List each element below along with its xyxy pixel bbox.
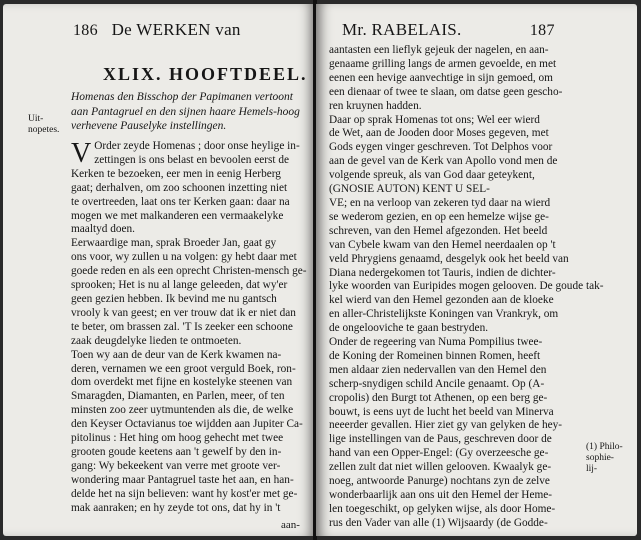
text-line: gaat; derhalven, om zoo schoonen inzetting niet — [71, 181, 288, 194]
text-line: wonderbaarlijk aan ons uit den Hemel der Heme- — [329, 489, 553, 501]
text-line: grooten goude keetens aan 't gewelf by den in- — [71, 445, 282, 458]
left-margin-note: Uit- nopetes. — [28, 114, 60, 135]
left-body-text — [71, 140, 307, 515]
text-line: cropolis) den Burgt tot Athenen, op een berg ge- — [329, 391, 548, 404]
text-line: zaak deugdelyke lieden te ontmoeten. — [71, 334, 242, 347]
text-line: aan de gevel van de Kerk van Apollo vond men de — [329, 155, 558, 168]
text-line: ren kruynen hadden. — [329, 99, 422, 112]
right-page — [316, 4, 637, 536]
text-line: se wederom gezien, en op een hemelze wijse ge- — [329, 210, 549, 223]
text-line: de ongelooviche te gaan bestryden. — [329, 322, 489, 335]
text-line: vrooly k van geest; en ver trouw dat ik er niet dan — [71, 306, 296, 319]
left-running-head — [73, 20, 241, 40]
text-line: pitolinus : Het hing om hoog gehecht met twee — [71, 432, 284, 445]
text-line: mak aanraken; en hy zeyde tot ons, dat hy in 't — [71, 501, 281, 514]
text-line: mogen we met malkanderen een vermaakelyke — [71, 209, 284, 222]
text-line: maaltyd doen. — [71, 223, 135, 236]
text-line: te overtreeden, laat ons ter Kerken gaan: daar na — [71, 195, 290, 208]
text-line: een dienaar of twee te slaan, om datse geen gescho- — [329, 85, 563, 98]
text-line: minsten zoo zeer uytmuntenden als die, de welke — [71, 404, 294, 417]
catchword: aan- — [281, 519, 300, 531]
text-line: den Keyser Octavianus toe wijdden aan Jupiter Ca- — [71, 418, 303, 431]
chapter-title: XLIX. HOOFTDEEL. — [103, 64, 308, 84]
text-line: Daar op sprak Homenas tot ons; Wel eer wierd — [329, 113, 540, 126]
text-line: goede reden en als een oprecht Christen-mensch ge- — [71, 265, 307, 278]
text-line: deren, vernamen we een groot verguld Boek, ron- — [71, 362, 296, 375]
text-line: (GNOSIE AUTON) KENT U SEL- — [329, 183, 490, 196]
text-line: lige instellingen van de Paus, geschreven door de — [329, 433, 552, 446]
chapter-summary: Homenas den Bisschop der Papimanen vertoont aan Pantagruel en den sijnen haare Hemels-hoog verhevene Pauselyke instellingen. — [71, 91, 300, 132]
right-page-number: 187 — [529, 22, 555, 39]
text-line: ons voor, wy zullen u na volgen: gy hebt daar met — [71, 251, 297, 264]
text-line: schreven, van den Hemel afgezonden. Het beeld — [329, 224, 548, 237]
text-line: veld Phrygiens genaamd, desgelyk ook het beeld van — [329, 252, 569, 265]
text-line: Order zeyde Homenas ; door onse heylige in- — [94, 140, 300, 152]
text-line: dom overdekt met fijne en kostelyke steenen van — [71, 376, 293, 389]
text-line: len toegeschikt, op gelyken wijse, als door Home- — [329, 502, 556, 515]
text-line: noeg, antwoorde Panurge) nochtans zyn de zelve — [329, 475, 550, 488]
right-running-head — [342, 20, 555, 40]
text-line: Smaragden, Diamanten, en Parlen, meer, of ten — [71, 390, 285, 403]
text-line: de Koning der Romeinen binnen Romen, heeft — [329, 349, 541, 362]
text-line: genaame grilling langs de armen gevoelde, en met — [329, 57, 557, 70]
text-line: Diana nedergekomen tot Tauris, indien de dichter- — [329, 266, 556, 279]
text-line: Kerken te bezoeken, eer men in eenig Herberg — [71, 167, 281, 180]
text-line: zettingen is ons belast en bevoolen eerst de — [94, 153, 290, 166]
text-line: men aldaar zien nedervallen van den Hemel den — [329, 363, 547, 376]
text-line: hand van een Opper-Engel: (Gy overzeesche ge- — [329, 447, 549, 460]
text-line: rus den Vader van alle (1) Wijsaardy (de Godde- — [329, 516, 548, 529]
left-page-number: 186 — [73, 22, 98, 39]
text-line: geen gezien hebben. Ik bevind me nu gantsch — [71, 292, 277, 305]
left-header-title: De WERKEN van — [111, 20, 241, 39]
text-line: van Cybele kwam van den Hemel neerdaalen op 't — [329, 238, 556, 251]
right-margin-note: (1) Philo- sophie- lij- — [586, 442, 623, 474]
text-line: de Wet, aan de Jooden door Moses gegeven, met — [329, 127, 549, 140]
text-line: Eerwaardige man, sprak Broeder Jan, gaat gy — [71, 237, 277, 250]
text-line: Toen wy aan de deur van de Kerk kwamen na- — [71, 348, 282, 361]
text-line: VE; en na verloop van zekeren tyd daar na wierd — [329, 196, 551, 209]
text-line: sprooken; Het is nu al lange geleeden, dat wy'er — [71, 279, 288, 292]
right-body-text — [329, 44, 611, 531]
right-header-title: Mr. RABELAIS. — [342, 20, 462, 39]
text-line: lyke woorden van Euripides mogen gelooven. De goude tak- — [329, 280, 604, 293]
text-line: zellen zult dat niet willen gelooven. Kwaalyk ge- — [329, 461, 552, 474]
text-line: Onder de regeering van Numa Pompilius twee- — [329, 336, 543, 349]
text-line: delde het na sijn believen: want hy kost'er met ge- — [71, 487, 298, 500]
drop-cap: V — [71, 138, 92, 169]
text-line: volgende spreuk, als van God daar geteykent, — [329, 169, 535, 182]
left-page — [3, 4, 315, 536]
text-line: en aller-Christelijkste Koningen van Vrankryk, om — [329, 308, 559, 321]
text-line: eenen een hevige aanvechtige in sijn gemoed, om — [329, 71, 553, 84]
text-line: Gods eygen vinger geschreven. Tot Delphos voor — [329, 141, 553, 154]
text-line: kel wierd van den Hemel gezonden aan de kloeke — [329, 294, 554, 307]
text-line: aantasten een lieflyk gejeuk der nagelen, en aan- — [329, 44, 549, 56]
text-line: scherp-snydigen schild Ancile genaamt. Op (A- — [329, 377, 545, 390]
text-line: gang: Wy bekeekent van verre met groote ver- — [71, 459, 281, 472]
text-line: bouwt, is eens uyt de lucht het beeld van Minerva — [329, 405, 554, 418]
text-line: te beter, om brassen zal. 'T Is zeeker een schoone — [71, 320, 293, 333]
text-line: wondering maar Pantagruel taste het aan, en han- — [71, 473, 294, 486]
text-line: neeerder gevallen. Hier ziet gy van gelyken de hey- — [329, 419, 563, 432]
